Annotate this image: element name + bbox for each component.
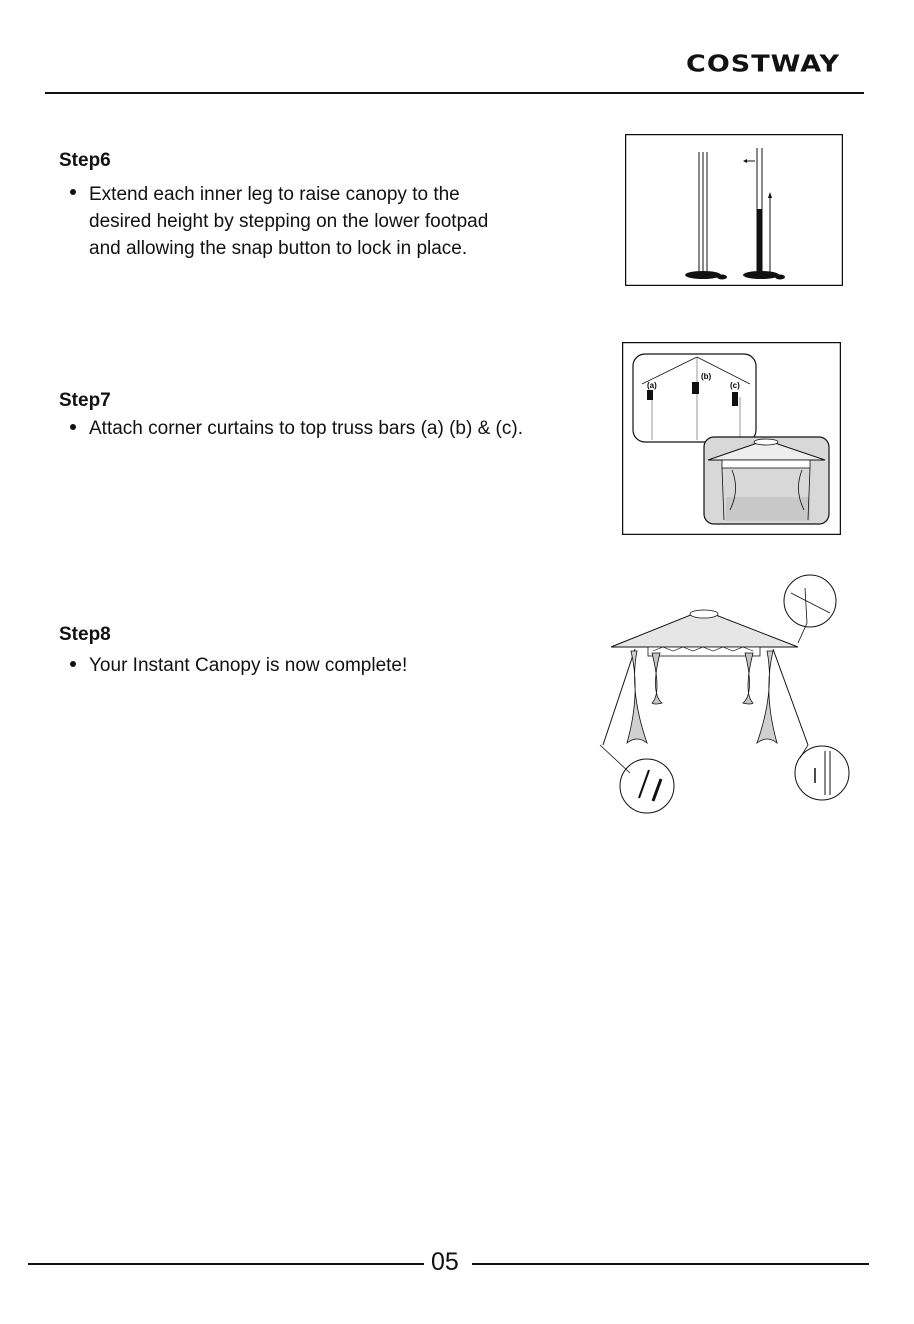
step7-curtain-illustration bbox=[622, 342, 841, 535]
step8-title: Step8 bbox=[59, 624, 111, 645]
step7-title: Step7 bbox=[59, 390, 111, 411]
footer-rule-right bbox=[472, 1263, 869, 1265]
label-c: (c) bbox=[730, 381, 740, 390]
page-number: 05 bbox=[431, 1248, 459, 1276]
step6-title: Step6 bbox=[59, 150, 111, 171]
bullet-icon bbox=[70, 661, 76, 667]
step8-canopy-illustration bbox=[595, 573, 855, 818]
step6-line-2: desired height by stepping on the lower footpad bbox=[89, 211, 489, 232]
step7-line-1: Attach corner curtains to top truss bars (a) (b) & (c). bbox=[89, 418, 523, 439]
step6-leg-illustration bbox=[625, 134, 843, 286]
step8-line-1: Your Instant Canopy is now complete! bbox=[89, 655, 408, 676]
footer-rule-left bbox=[28, 1263, 424, 1265]
bullet-icon bbox=[70, 424, 76, 430]
label-a: (a) bbox=[647, 381, 657, 390]
step6-line-3: and allowing the snap button to lock in place. bbox=[89, 238, 468, 259]
step6-line-1: Extend each inner leg to raise canopy to the bbox=[89, 184, 460, 205]
bullet-icon bbox=[70, 189, 76, 195]
header-rule bbox=[45, 92, 864, 94]
label-b: (b) bbox=[701, 372, 712, 381]
brand-logo: COSTWAY bbox=[686, 51, 841, 78]
